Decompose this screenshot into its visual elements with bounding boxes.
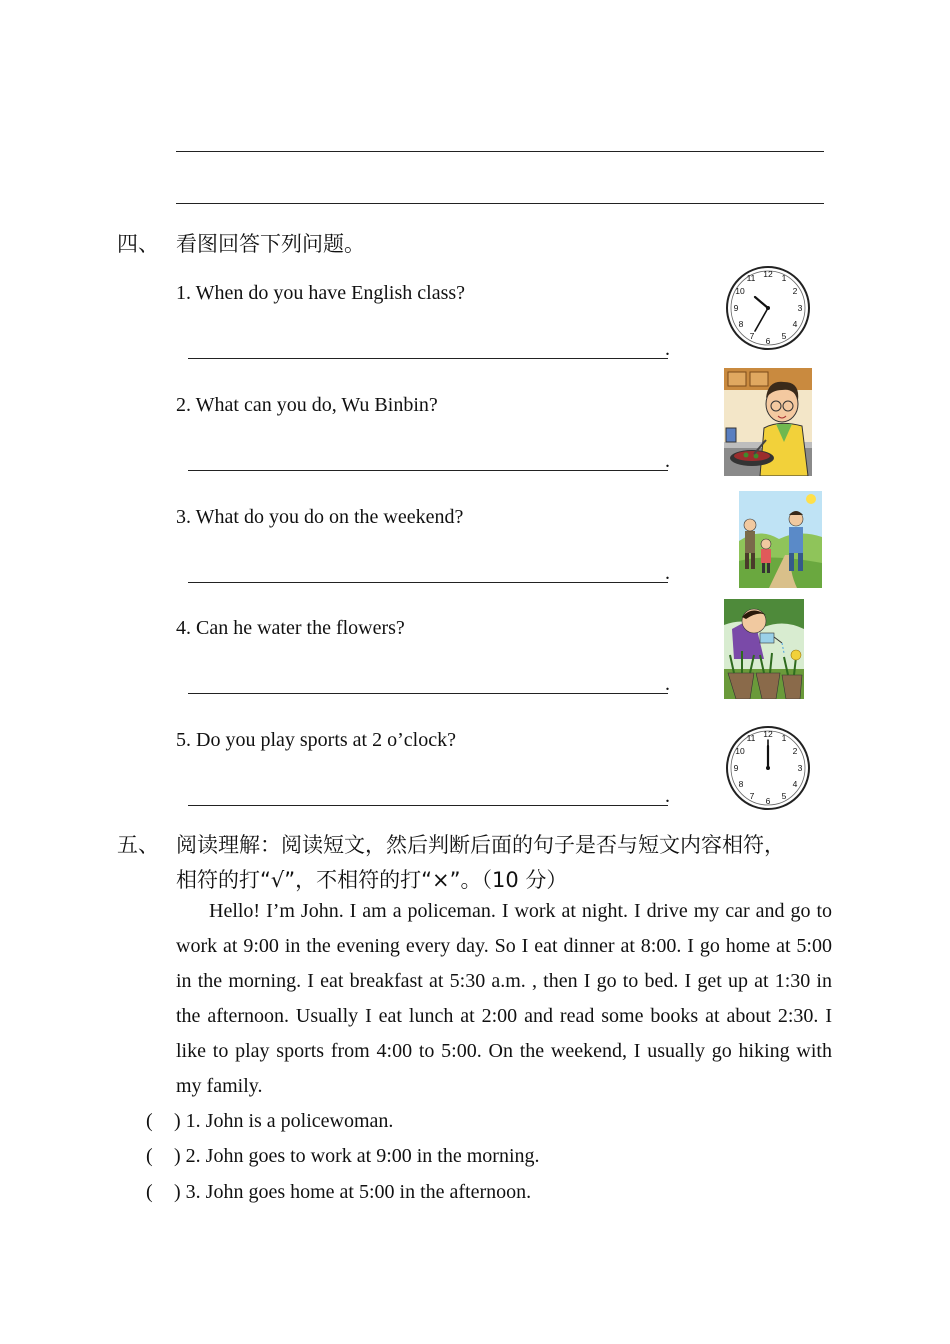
- boy-cooking-image: [724, 368, 812, 476]
- question-text: 4. Can he water the flowers?: [176, 617, 405, 639]
- clock-digit: 11: [746, 273, 756, 283]
- clock-digit: 6: [765, 796, 771, 806]
- clock-digit: 10: [735, 746, 745, 756]
- clock-digit: 8: [738, 319, 744, 329]
- question-text: 5. Do you play sports at 2 o’clock?: [176, 729, 456, 751]
- section-title: 相符的打“√”，不相符的打“×”。（10 分）: [176, 868, 568, 892]
- clock-digit: 12: [763, 729, 773, 739]
- section-number: 五、: [117, 833, 159, 857]
- answer-period: .: [665, 785, 670, 807]
- section-title: 阅读理解：阅读短文，然后判断后面的句子是否与短文内容相符，: [176, 833, 785, 857]
- answer-line[interactable]: [188, 582, 668, 583]
- question-text: 3. What do you do on the weekend?: [176, 506, 464, 528]
- clock-digit: 9: [733, 303, 739, 313]
- answer-line: [176, 203, 824, 204]
- clock-digit: 5: [781, 791, 787, 801]
- boy-watering-flowers-image: [724, 599, 804, 699]
- clock-digit: 10: [735, 286, 745, 296]
- true-false-statement: [146, 1145, 540, 1168]
- answer-line[interactable]: [188, 358, 668, 359]
- clock-digit: 7: [749, 331, 755, 341]
- answer-period: .: [665, 673, 670, 695]
- clock-icon: [724, 724, 812, 812]
- clock-digit: 9: [733, 763, 739, 773]
- question-text: 2. What can you do, Wu Binbin?: [176, 394, 438, 416]
- clock-digit: 2: [792, 746, 798, 756]
- true-false-statement: [146, 1110, 393, 1133]
- section-number: 四、: [117, 232, 159, 256]
- passage-text: Hello! I’m John. I am a policeman. I work at night. I drive my car and go to work at 9:00 in the evening every day. So I eat dinner at 8:00. I go home at 5:00 in the morning. I eat breakfast at 5:30 a.m. , then I go to bed. I get up at 1:30 in the afternoon. Usually I eat lunch at 2:00 and read some books at about 2:30. I like to play sports from 4:00 to 5:00. On the weekend, I usually go hiking with my family.: [176, 900, 832, 1097]
- clock-digit: 2: [792, 286, 798, 296]
- answer-line[interactable]: [188, 693, 668, 694]
- answer-bracket[interactable]: (: [146, 1181, 153, 1203]
- answer-line[interactable]: [188, 470, 668, 471]
- clock-digit: 12: [763, 269, 773, 279]
- clock-digit: 1: [781, 273, 787, 283]
- statement-text: ) 3. John goes home at 5:00 in the afternoon.: [174, 1181, 532, 1203]
- statement-text: ) 2. John goes to work at 9:00 in the morning.: [174, 1145, 540, 1167]
- answer-bracket[interactable]: (: [146, 1145, 153, 1167]
- clock-digit: 7: [749, 791, 755, 801]
- statement-text: ) 1. John is a policewoman.: [174, 1110, 394, 1132]
- clock-digit: 5: [781, 331, 787, 341]
- true-false-statement: [146, 1181, 531, 1204]
- clock-digit: 8: [738, 779, 744, 789]
- reading-passage: [176, 894, 832, 1104]
- answer-bracket[interactable]: (: [146, 1110, 153, 1132]
- clock-digit: 11: [746, 733, 756, 743]
- question-text: 1. When do you have English class?: [176, 282, 466, 304]
- clock-digit: 3: [797, 303, 803, 313]
- answer-period: .: [665, 450, 670, 472]
- answer-line[interactable]: [188, 805, 668, 806]
- clock-digit: 4: [792, 779, 798, 789]
- answer-line: [176, 151, 824, 152]
- clock-icon: [724, 264, 812, 352]
- clock-digit: 4: [792, 319, 798, 329]
- answer-period: .: [665, 562, 670, 584]
- family-hiking-image: [739, 491, 822, 588]
- clock-digit: 6: [765, 336, 771, 346]
- clock-digit: 1: [781, 733, 787, 743]
- answer-period: .: [665, 338, 670, 360]
- section-title: 看图回答下列问题。: [176, 232, 365, 256]
- clock-digit: 3: [797, 763, 803, 773]
